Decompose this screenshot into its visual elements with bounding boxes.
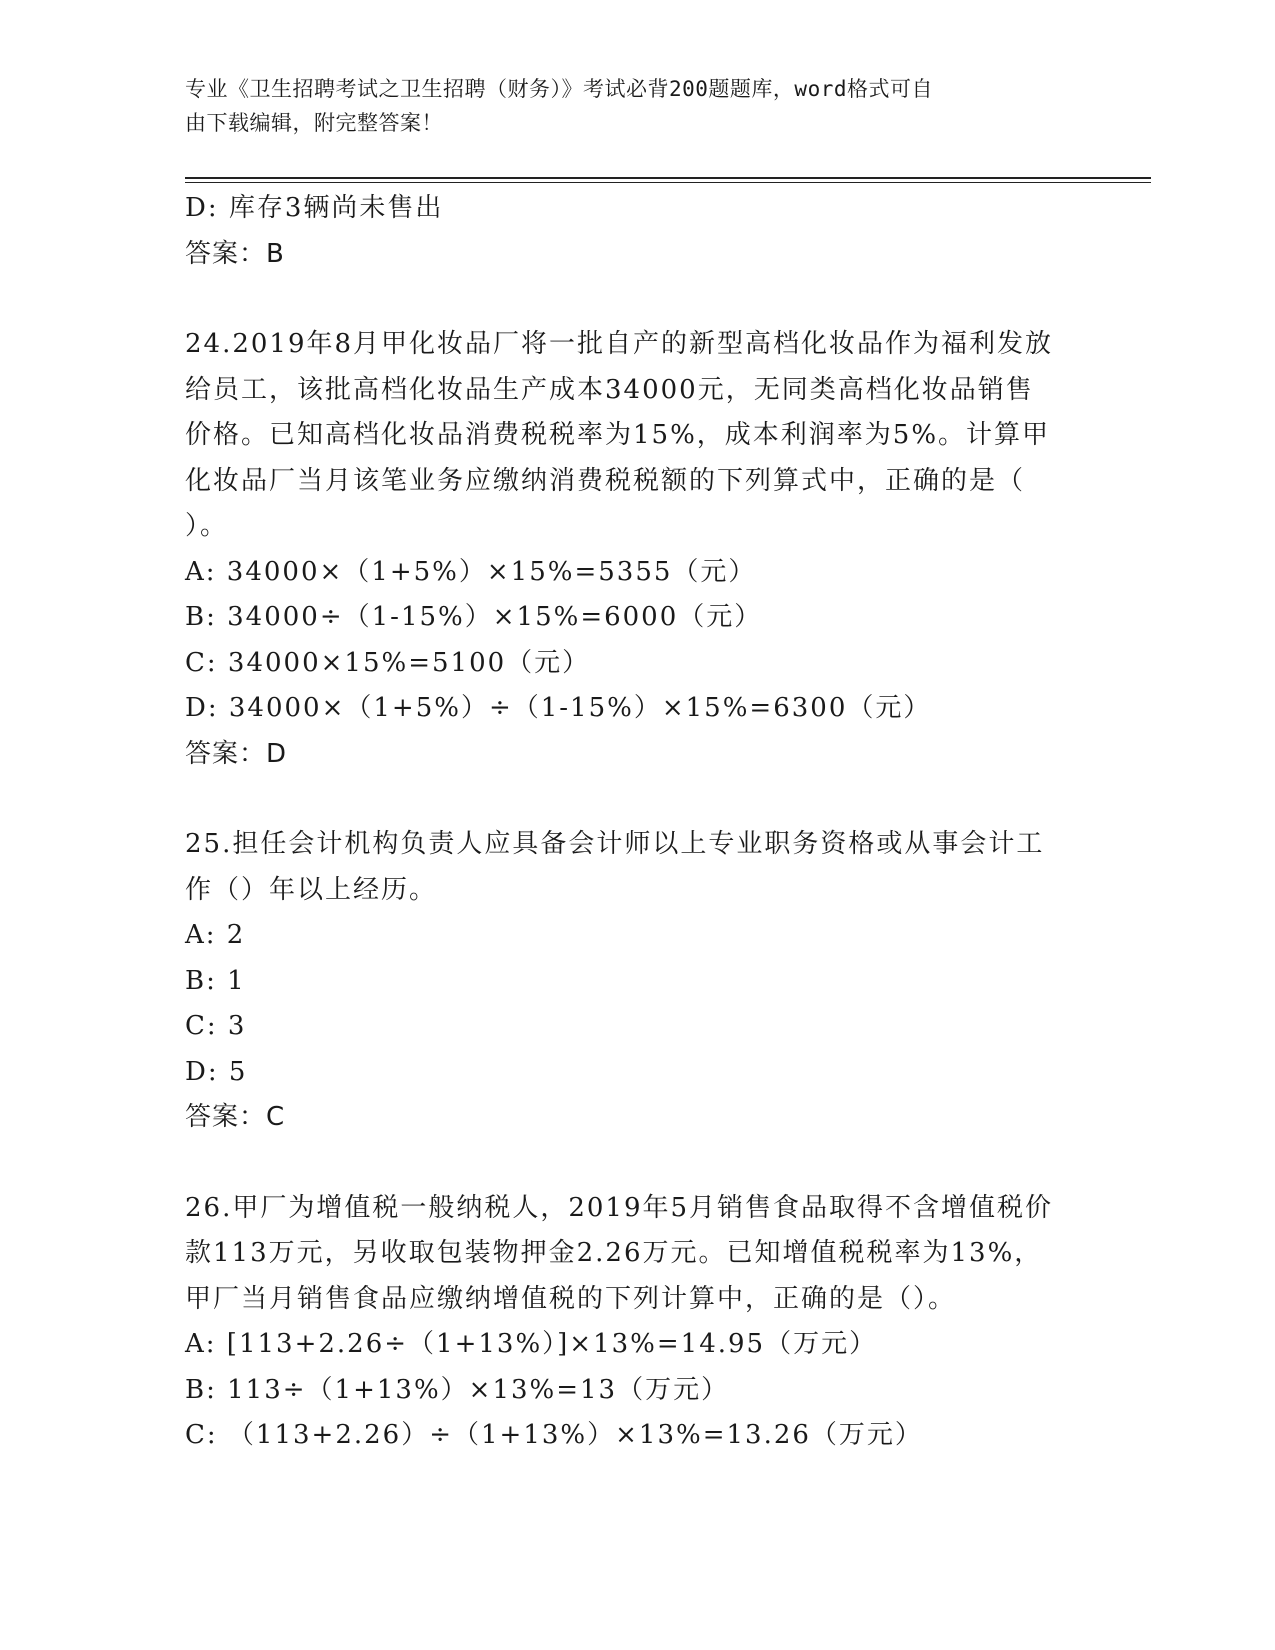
question-stem-line: 款113万元，另收取包装物押金2.26万元。已知增值税税率为13%， [185,1238,1043,1268]
header-divider-thick [185,177,1151,179]
question-stem-line: 作（）年以上经历。 [185,874,438,905]
answer-line: 答案：C [185,1102,286,1132]
document-header [185,72,1065,140]
question-stem-line: 给员工，该批高档化妆品生产成本34000元，无同类高档化妆品销售 [185,374,1034,405]
header-divider-thin [185,182,1151,183]
document-body [185,186,1085,1459]
option-d: D: 5 [185,1056,248,1087]
option-c: C: 3 [185,1011,247,1041]
answer-line: 答案：D [185,738,288,769]
option-d: D: 34000×（1+5%）÷（1-15%）×15%=6300（元） [185,693,932,723]
spacer [185,277,1085,322]
option-d: D: 库存3辆尚未售出 [185,193,444,223]
question-stem-line: 26.甲厂为增值税一般纳税人，2019年5月销售食品取得不含增值税价 [185,1192,1054,1223]
spacer [185,1141,1085,1186]
spacer [185,777,1085,822]
question-stem-line: 价格。已知高档化妆品消费税税率为15%，成本利润率为5%。计算甲 [185,420,1051,450]
question-24 [185,322,1085,777]
header-line-2: 由下载编辑，附完整答案！ [185,111,443,135]
option-a: A: [113+2.26÷（1+13%）]×13%=14.95（万元） [185,1329,878,1359]
question-stem-line: 甲厂当月销售食品应缴纳增值税的下列计算中，正确的是（）。 [185,1283,957,1314]
option-b: B: 34000÷（1-15%）×15%=6000（元） [185,602,763,632]
question-stem-line: ）。 [185,511,229,541]
previous-question-tail [185,186,1085,277]
header-line-1: 专业《卫生招聘考试之卫生招聘（财务）》考试必背200题题库，word格式可自 [185,77,933,101]
question-stem-line: 24.2019年8月甲化妆品厂将一批自产的新型高档化妆品作为福利发放 [185,329,1054,359]
option-c: C: 34000×15%=5100（元） [185,647,591,678]
option-a: A: 34000×（1+5%）×15%=5355（元） [185,556,757,587]
question-stem-line: 25.担任会计机构负责人应具备会计师以上专业职务资格或从事会计工 [185,829,1045,859]
option-a: A: 2 [185,920,246,950]
option-c: C: （113+2.26）÷（1+13%）×13%=13.26（万元） [185,1420,923,1450]
option-b: B: 113÷（1+13%）×13%=13（万元） [185,1374,730,1405]
option-b: B: 1 [185,965,246,996]
question-26 [185,1186,1085,1459]
question-stem-line: 化妆品厂当月该笔业务应缴纳消费税税额的下列算式中，正确的是（ [185,465,1026,496]
question-25 [185,822,1085,1141]
answer-line: 答案：B [185,238,285,269]
